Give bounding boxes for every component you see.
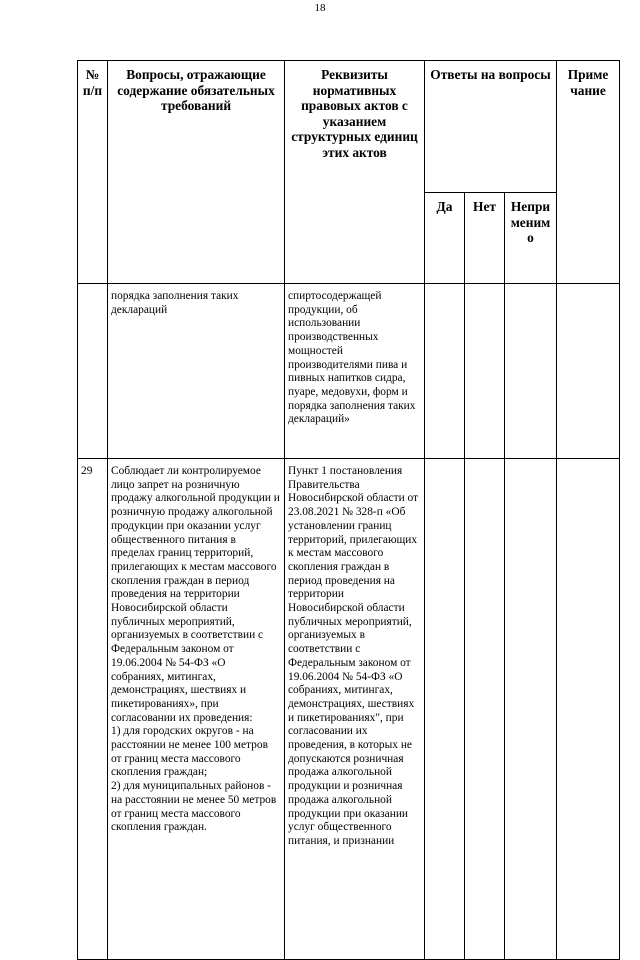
header-answers: Ответы на вопросы [425, 61, 557, 193]
row-num-cell [78, 284, 108, 459]
row-question-cell: Соблюдает ли контролируемое лицо запрет на розничную продажу алкогольной продукции и розничную продажу алкогольной продукции при оказании услуг общественного питания в пределах границ территорий, прилегающих к местам массового скопления граждан в период проведения на территории Новосибирской области публичных мероприятий, организуемых в соответствии с Федеральным законом от 19.06.2004 № 54-ФЗ «О собраниях, митингах, демонстрациях, шествиях и пикетированиях», при согласовании их проведения: 1) для городских округов - на расстоянии не менее 100 метров от границ места массового скопления граждан; 2) для муниципальных районов - на расстоянии не менее 50 метров от границ места массового скопления граждан. [108, 459, 285, 960]
row-question-cell: порядка заполнения таких деклараций [108, 284, 285, 459]
header-yes: Да [425, 193, 465, 284]
page-number: 18 [314, 2, 326, 14]
answer-yes-cell[interactable] [425, 459, 465, 960]
answer-no-cell[interactable] [465, 284, 505, 459]
header-requisites: Реквизиты нормативных правовых актов с указанием структурных единиц этих актов [285, 61, 425, 284]
header-num: № п/п [78, 61, 108, 284]
row-requisites-cell: спиртосодержащей продукции, об использовании производственных мощностей производителями пива и пивных напитков сидра, пуаре, медовухи, форм и порядка заполнения таких деклараций» [285, 284, 425, 459]
requirements-table [77, 60, 620, 960]
notes-cell[interactable] [557, 284, 620, 459]
answer-not-applicable-cell[interactable] [505, 459, 557, 960]
row-requisites-cell: Пункт 1 постановления Правительства Новосибирской области от 23.08.2021 № 328-п «Об установлении границ территорий, прилегающих к местам массового скопления граждан в период проведения на территории Новосибирской области публичных мероприятий, организуемых в соответствии с Федеральным законом от 19.06.2004 № 54-ФЗ «О собраниях, митингах, демонстрациях, шествиях и пикетированиях", при согласовании их проведения, в которых не допускаются розничная продажа алкогольной продукции и розничная продажа алкогольной продукции при оказании услуг общественного питания, и признании [285, 459, 425, 960]
header-no: Нет [465, 193, 505, 284]
header-notes: Приме чание [557, 61, 620, 284]
answer-no-cell[interactable] [465, 459, 505, 960]
table-row [78, 459, 620, 960]
header-not-applicable: Непри меним о [505, 193, 557, 284]
answer-yes-cell[interactable] [425, 284, 465, 459]
notes-cell[interactable] [557, 459, 620, 960]
header-questions: Вопросы, отражающие содержание обязательных требований [108, 61, 285, 284]
table-row [78, 284, 620, 459]
row-num-cell: 29 [78, 459, 108, 960]
answer-not-applicable-cell[interactable] [505, 284, 557, 459]
